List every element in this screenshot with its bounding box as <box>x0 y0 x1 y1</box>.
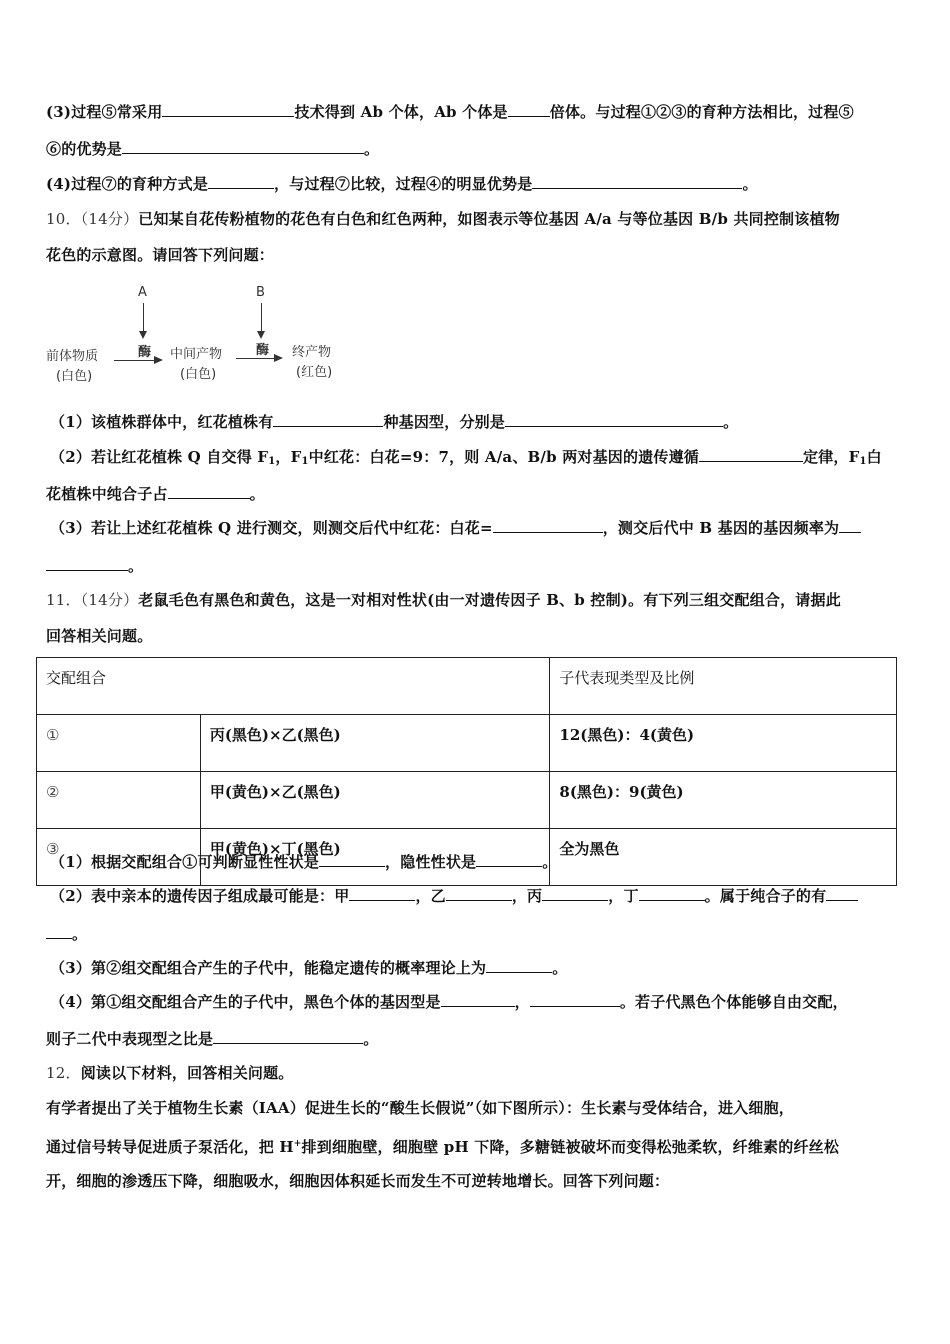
answer-blank[interactable] <box>530 992 620 1007</box>
q10-stem-line1: 10．（14分）已知某自花传粉植物的花色有白色和红色两种，如图表示等位基因 A/a 与等位基因 B/b 共同控制该植物 <box>46 210 840 228</box>
answer-blank[interactable] <box>446 886 512 901</box>
gene-b-label: B <box>256 285 265 300</box>
q11-part2-line2: 。 <box>46 924 87 944</box>
answer-blank[interactable] <box>46 924 72 939</box>
answer-blank[interactable] <box>441 992 515 1007</box>
q11-part3: （3）第②组交配组合产生的子代中，能稳定遗传的概率理论上为 。 <box>50 959 568 977</box>
question-number: 10．（14分） <box>46 210 139 228</box>
answer-blank[interactable] <box>349 886 415 901</box>
row-id: ① <box>37 715 201 772</box>
q10-part3-line1: （3）若让上述红花植株 Q 进行测交，则测交后代中红花：白花= ，测交后代中 B 基因的基因频率为 <box>50 518 861 538</box>
arrowhead-icon <box>257 331 265 339</box>
intermediate-color: (白色) <box>180 367 217 382</box>
intermediate-label: 中间产物 <box>170 347 223 362</box>
arrowhead-icon <box>274 354 283 362</box>
flower-color-pathway-diagram <box>46 283 356 388</box>
row-cross: 甲(黄色)×丁(黑色) <box>200 829 550 886</box>
answer-blank[interactable] <box>319 852 385 867</box>
q12-stem: 12．阅读以下材料，回答相关问题。 <box>46 1064 294 1082</box>
q9-part4: (4)过程⑦的育种方式是 ，与过程⑦比较，过程④的明显优势是 。 <box>46 175 758 193</box>
header-offspring: 子代表现类型及比例 <box>550 658 897 715</box>
row-id: ③ <box>37 829 201 886</box>
table-row <box>37 772 897 829</box>
q11-part4-line1: （4）第①组交配组合产生的子代中，黑色个体的基因型是 ， 。若子代黑色个体能够自由交配， <box>50 993 848 1011</box>
answer-blank[interactable] <box>486 958 552 973</box>
row-offspring: 8(黑色)：9(黄色) <box>550 772 897 829</box>
q9-part3-line2: ⑥的优势是 。 <box>46 140 380 158</box>
answer-blank[interactable] <box>168 484 250 499</box>
row-offspring: 全为黑色 <box>550 829 897 886</box>
q10-stem-line2: 花色的示意图。请回答下列问题： <box>46 246 275 264</box>
q11-part4-line2: 则子二代中表现型之比是 。 <box>46 1030 379 1048</box>
answer-blank[interactable] <box>826 886 858 901</box>
arrowhead-icon <box>139 331 147 339</box>
q10-part1: （1）该植株群体中，红花植株有 种基因型，分别是 。 <box>50 413 739 431</box>
q12-para-line2: 通过信号转导促进质子泵活化，把 H+排到细胞壁，细胞壁 pH 下降，多糖链被破坏而变得松弛柔软，纤维素的纤丝松 <box>46 1138 840 1156</box>
answer-blank[interactable] <box>213 1029 363 1044</box>
q9-part3-line1: (3)过程⑤常采用 技术得到 Ab 个体，Ab 个体是 倍体。与过程①②③的育种方法相比，过程⑤ <box>46 103 854 121</box>
q11-part2-line1: （2）表中亲本的遗传因子组成最可能是：甲 ，乙 ，丙 ，丁 。属于纯合子的有 <box>50 886 858 906</box>
answer-blank[interactable] <box>273 412 383 427</box>
q10-part3-line2: 。 <box>46 556 143 576</box>
q11-stem-line2: 回答相关问题。 <box>46 627 153 645</box>
q11-stem-line1: 11．（14分）老鼠毛色有黑色和黄色，这是一对相对性状(由一对遗传因子 B、b 控制)。有下列三组交配组合，请据此 <box>46 591 841 609</box>
gene-a-label: A <box>138 285 147 300</box>
final-product-label: 终产物 <box>292 345 332 360</box>
enzyme-1-label: 酶 <box>138 345 152 360</box>
arrow-right-icon <box>114 360 156 361</box>
arrow-down-icon <box>261 303 262 333</box>
arrow-down-icon <box>143 303 144 333</box>
table-header-row <box>37 658 897 715</box>
answer-blank[interactable] <box>162 102 294 117</box>
answer-blank[interactable] <box>542 886 608 901</box>
answer-blank[interactable] <box>122 139 364 154</box>
enzyme-2-label: 酶 <box>256 343 270 358</box>
precursor-color: (白色) <box>56 369 93 384</box>
answer-blank[interactable] <box>493 518 603 533</box>
answer-blank[interactable] <box>532 174 742 189</box>
arrowhead-icon <box>154 356 163 364</box>
table-row <box>37 715 897 772</box>
precursor-label: 前体物质 <box>46 349 99 364</box>
header-cross: 交配组合 <box>37 658 550 715</box>
q12-para-line1: 有学者提出了关于植物生长素（IAA）促进生长的“酸生长假说”（如下图所示）：生长素与受体结合，进入细胞， <box>46 1099 794 1117</box>
answer-blank[interactable] <box>508 102 550 117</box>
answer-blank[interactable] <box>476 852 542 867</box>
q10-part2-line1: （2）若让红花植株 Q 自交得 $F_1$，$F_1$中红花：白花=9：7，则 A/a、B/b 两对基因的遗传遵循 定律，$F_1$白 <box>50 448 882 467</box>
final-product-color: (红色) <box>296 365 333 380</box>
arrow-right-icon <box>236 358 276 359</box>
row-id: ② <box>37 772 201 829</box>
question-number: 11．（14分） <box>46 591 139 609</box>
row-cross: 丙(黑色)×乙(黑色) <box>200 715 550 772</box>
answer-blank[interactable] <box>639 886 705 901</box>
q10-part2-line2: 花植株中纯合子占 。 <box>46 485 265 503</box>
q12-para-line3: 开，细胞的渗透压下降，细胞吸水，细胞因体积延长而发生不可逆转地增长。回答下列问题： <box>46 1172 670 1190</box>
answer-blank[interactable] <box>505 412 723 427</box>
answer-blank[interactable] <box>699 447 803 462</box>
q11-part1: （1）根据交配组合①可判断显性性状是 ，隐性性状是 。 <box>50 853 558 871</box>
answer-blank[interactable] <box>46 556 128 571</box>
answer-blank[interactable] <box>839 518 861 533</box>
row-cross: 甲(黄色)×乙(黑色) <box>200 772 550 829</box>
answer-blank[interactable] <box>208 174 274 189</box>
row-offspring: 12(黑色)：4(黄色) <box>550 715 897 772</box>
question-number: 12． <box>46 1064 81 1082</box>
